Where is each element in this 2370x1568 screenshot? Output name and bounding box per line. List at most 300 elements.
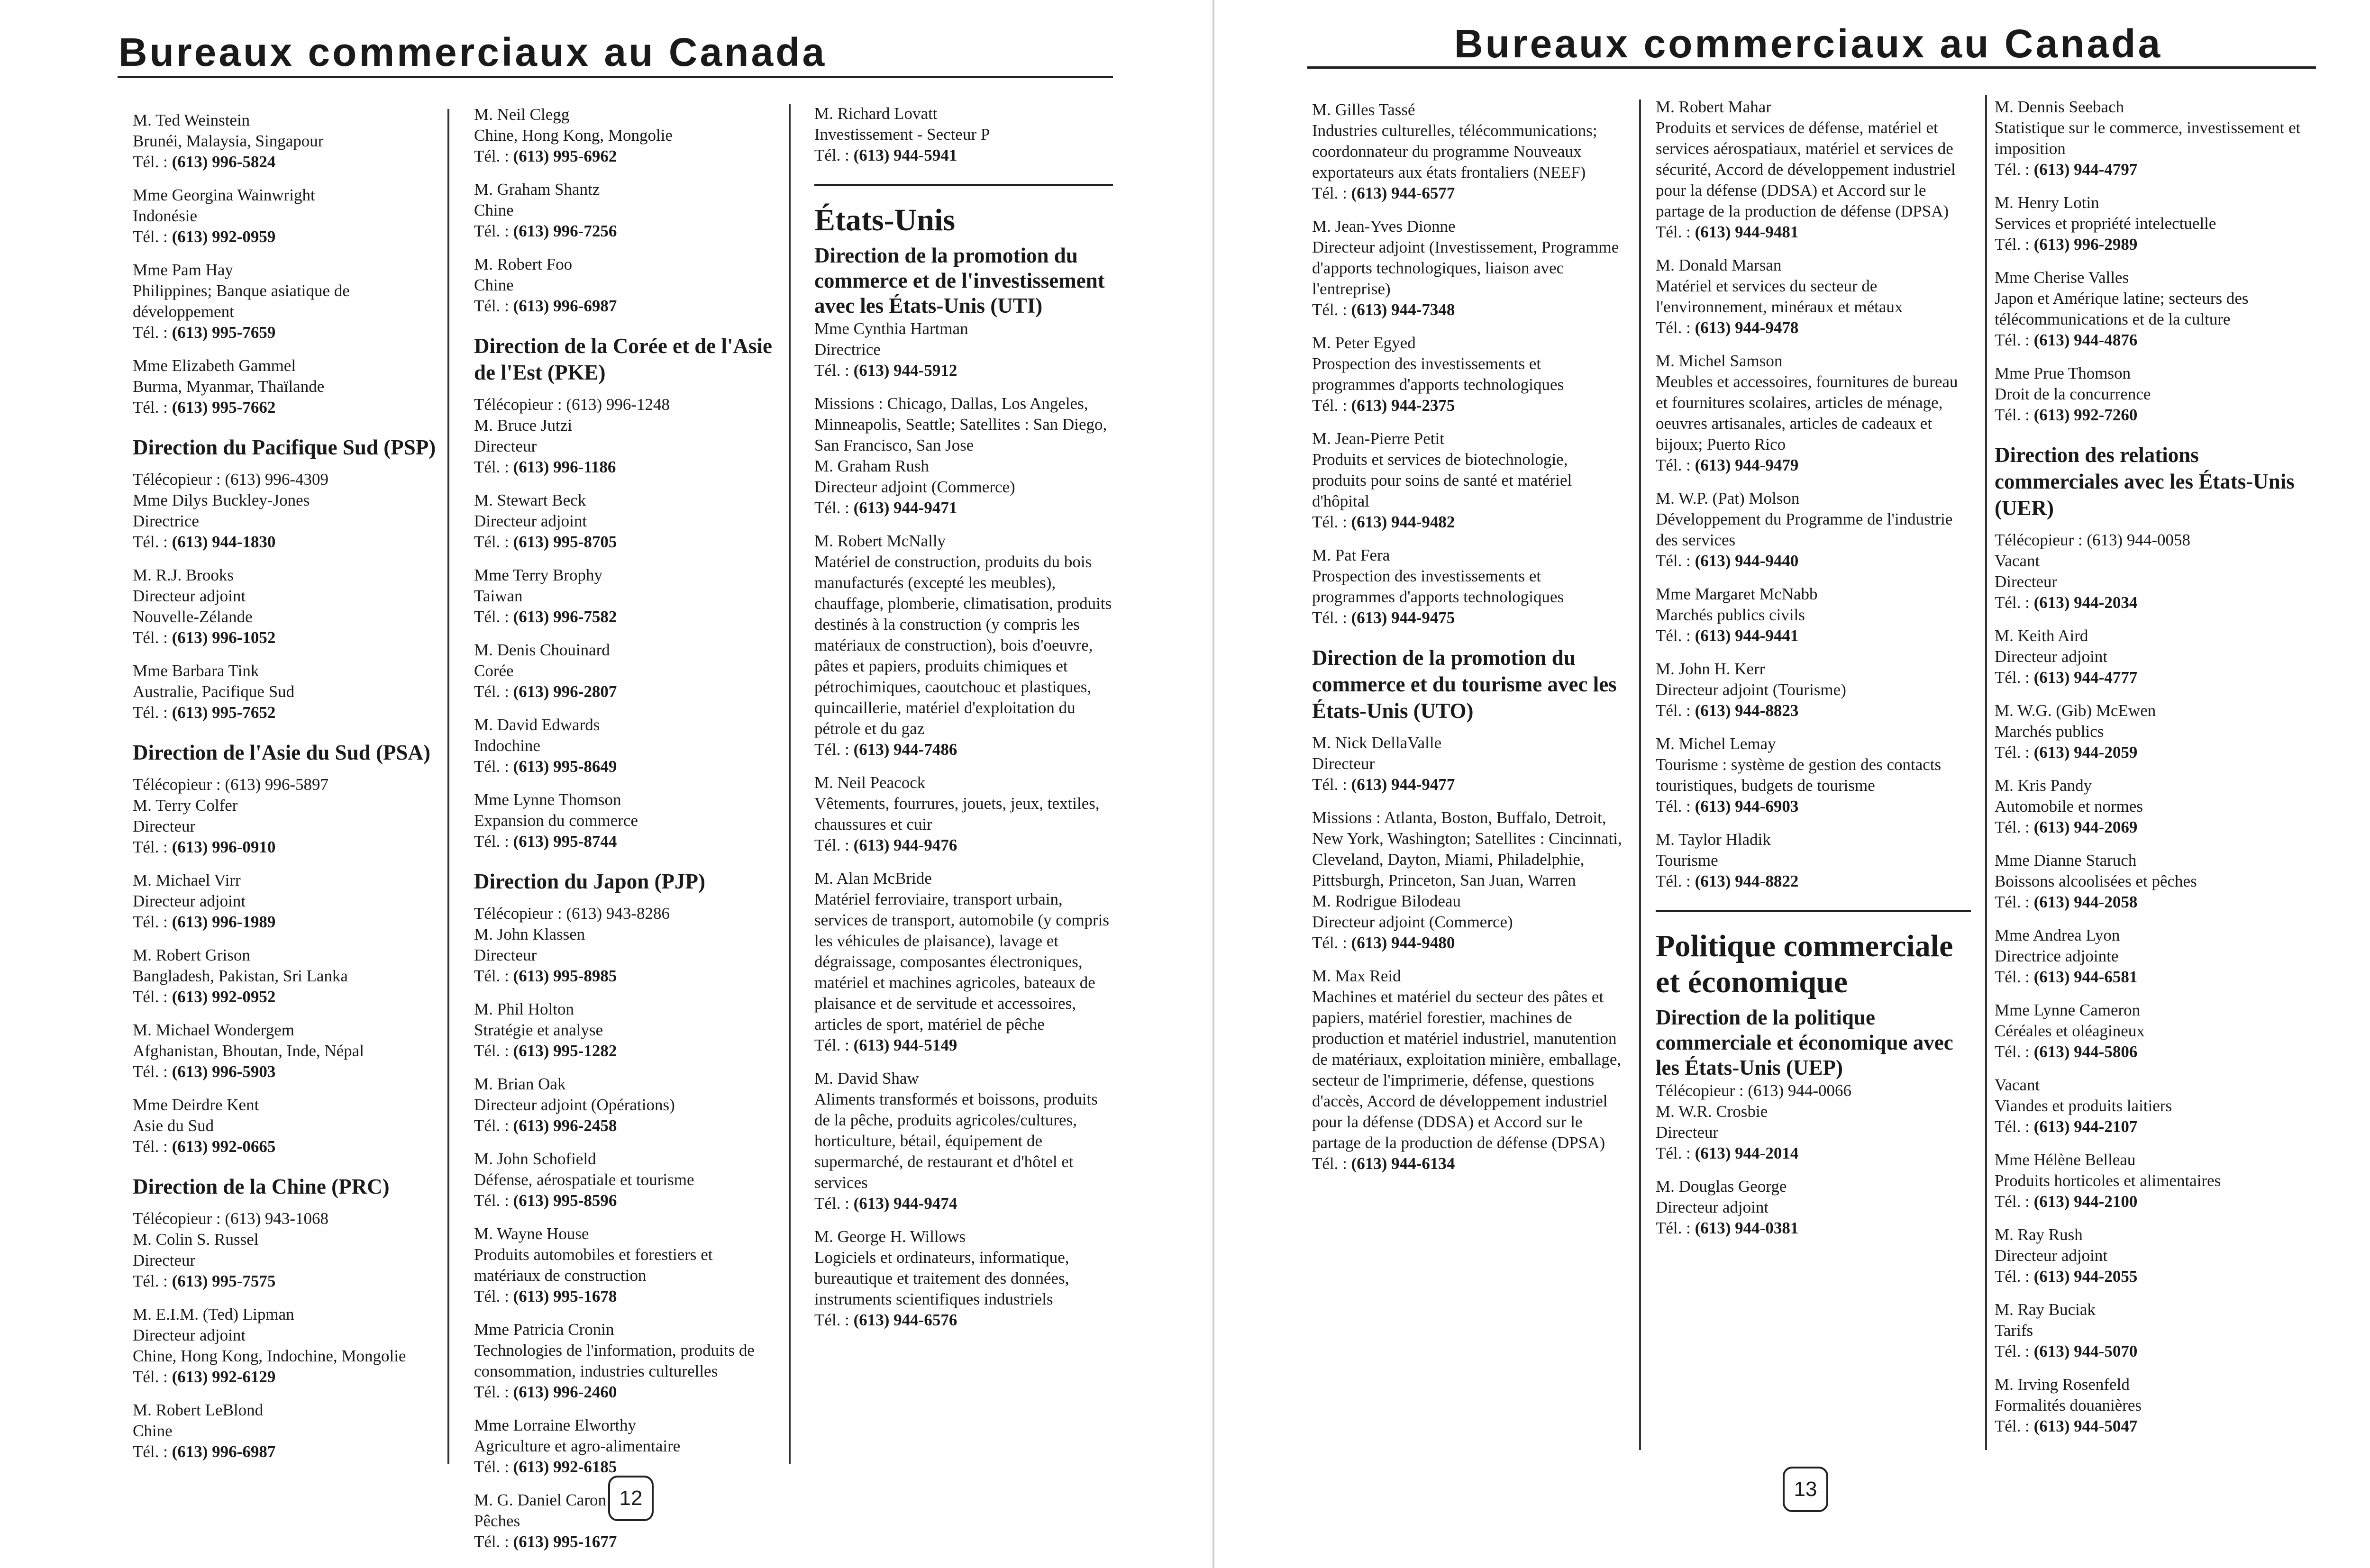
- directory-entry: [474, 1319, 777, 1403]
- column-divider: [789, 104, 791, 1464]
- phone-value: (613) 944-2069: [2033, 818, 2138, 836]
- phone-number: [1995, 1266, 2307, 1287]
- phone-value: (613) 944-4876: [2033, 331, 2138, 349]
- phone-label: Tél. :: [814, 1194, 854, 1213]
- fax-number: Télécopieur : (613) 944-0066: [1656, 1081, 1852, 1100]
- phone-label: Tél. :: [1995, 818, 2034, 836]
- phone-number: [1995, 1416, 2307, 1437]
- phone-label: Tél. :: [1656, 318, 1695, 337]
- contact-name: M. Gilles Tassé: [1312, 100, 1415, 119]
- directory-entry: [1995, 700, 2307, 763]
- contact-name: Mme Margaret McNabb: [1656, 585, 1818, 603]
- phone-value: (613) 944-6576: [853, 1311, 957, 1329]
- phone-number: [133, 397, 436, 418]
- phone-number: [1656, 1218, 1971, 1239]
- phone-label: Tél. :: [133, 1137, 172, 1156]
- phone-label: Tél. :: [1312, 608, 1351, 627]
- phone-label: Tél. :: [133, 703, 172, 722]
- missions-paragraph: Missions : Chicago, Dallas, Los Angeles, Minneapolis, Seattle; Satellites : San Diego, San Francisco, San Jose: [814, 394, 1107, 454]
- phone-value: (613) 944-7486: [853, 740, 957, 759]
- contact-name: M. Robert Grison: [133, 946, 250, 964]
- phone-label: Tél. :: [474, 1532, 513, 1551]
- phone-number: [1656, 222, 1971, 243]
- phone-value: (613) 944-9482: [1351, 513, 1455, 531]
- phone-label: Tél. :: [814, 740, 854, 759]
- contact-detail: Directeur adjoint (Investissement, Programme d'apports technologiques, liaison avec l'entreprise): [1312, 238, 1619, 298]
- contact-detail: Directeur adjoint (Commerce): [1312, 913, 1513, 931]
- contact-name: M. Robert Mahar: [1656, 98, 1771, 116]
- phone-label: Tél. :: [1656, 797, 1695, 816]
- phone-number: [474, 1532, 777, 1552]
- contact-detail: Technologies de l'information, produits de consommation, industries culturelles: [474, 1341, 755, 1380]
- phone-number: [1312, 183, 1625, 204]
- column-divider: [1639, 100, 1641, 1450]
- phone-label: Tél. :: [1995, 235, 2034, 254]
- contact-name: M. E.I.M. (Ted) Lipman: [133, 1305, 294, 1323]
- directory-entry: [1312, 428, 1625, 533]
- directory-entry: [814, 531, 1113, 760]
- column-divider: [1985, 95, 1987, 1450]
- phone-number: [1995, 742, 2307, 763]
- contact-detail: Directeur: [474, 946, 537, 964]
- contact-detail: Matériel et services du secteur de l'environnement, minéraux et métaux: [1656, 277, 1903, 316]
- fax-number: Télécopieur : (613) 996-1248: [474, 395, 670, 414]
- phone-number: [474, 457, 777, 478]
- contact-detail: Aliments transformés et boissons, produits de la pêche, produits agricoles/cultures, horticulture, bétail, équipement de supermarché, de restaurant et d'hôtel et services: [814, 1090, 1098, 1192]
- phone-label: Tél. :: [1995, 1417, 2034, 1435]
- phone-value: (613) 944-5047: [2033, 1417, 2138, 1435]
- contact-name: M. Michel Samson: [1656, 352, 1783, 370]
- contact-detail: Brunéi, Malaysia, Singapour: [133, 132, 324, 150]
- phone-label: Tél. :: [133, 533, 172, 551]
- phone-label: Tél. :: [1995, 968, 2034, 986]
- contact-detail: Agriculture et agro-alimentaire: [474, 1437, 681, 1455]
- fax-number: Télécopieur : (613) 944-0058: [1995, 531, 2191, 549]
- phone-value: (613) 944-9478: [1695, 318, 1799, 337]
- contact-name: M. David Shaw: [814, 1069, 919, 1088]
- directory-entry: [1656, 97, 1971, 243]
- phone-number: [133, 837, 436, 858]
- phone-number: [133, 1271, 436, 1292]
- major-heading: États-Unis: [814, 203, 956, 237]
- phone-value: (613) 996-5903: [172, 1062, 276, 1081]
- directory-entry: [474, 1074, 777, 1136]
- contact-name: Mme Pam Hay: [133, 261, 233, 279]
- phone-number: [814, 360, 1113, 381]
- phone-number: [474, 1190, 777, 1211]
- contact-name: M. Richard Lovatt: [814, 104, 938, 123]
- phone-label: Tél. :: [474, 832, 513, 851]
- phone-number: [814, 1193, 1113, 1214]
- phone-number: [474, 607, 777, 627]
- phone-label: Tél. :: [1995, 743, 2034, 761]
- phone-number: [1312, 1153, 1625, 1174]
- contact-detail: Prospection des investissements et programmes d'apports technologiques: [1312, 354, 1564, 394]
- phone-number: [814, 835, 1113, 856]
- contact-name: Mme Dilys Buckley-Jones: [133, 491, 310, 509]
- directory-entry: [474, 1149, 777, 1211]
- phone-label: Tél. :: [1995, 893, 2034, 911]
- contact-detail: Directeur adjoint: [133, 587, 246, 605]
- directory-entry: [1656, 1101, 1971, 1164]
- phone-label: Tél. :: [1312, 184, 1351, 202]
- contact-name: Mme Cynthia Hartman: [814, 319, 968, 338]
- contact-detail: Directeur adjoint (Tourisme): [1656, 680, 1846, 699]
- contact-name: Mme Cherise Valles: [1995, 268, 2129, 287]
- contact-name: M. Robert LeBlond: [133, 1401, 264, 1419]
- phone-number: [1995, 667, 2307, 688]
- contact-name: M. Neil Peacock: [814, 773, 926, 792]
- phone-value: (613) 996-2458: [513, 1116, 617, 1135]
- contact-name: M. Graham Shantz: [474, 180, 600, 199]
- contact-name: M. W.R. Crosbie: [1656, 1102, 1768, 1121]
- phone-number: [133, 1136, 436, 1157]
- contact-detail: Directrice adjointe: [1995, 947, 2119, 965]
- phone-label: Tél. :: [474, 222, 513, 240]
- phone-label: Tél. :: [133, 913, 172, 931]
- contact-detail: Nouvelle-Zélande: [133, 607, 253, 626]
- directory-entry: [474, 640, 777, 702]
- directory-entry: [1312, 733, 1625, 795]
- phone-number: [133, 1367, 436, 1387]
- phone-value: (613) 944-7348: [1351, 300, 1455, 319]
- phone-label: Tél. :: [133, 1442, 172, 1461]
- contact-detail: Directeur adjoint: [1656, 1198, 1769, 1216]
- phone-label: Tél. :: [474, 297, 513, 315]
- contact-name: M. Dennis Seebach: [1995, 98, 2124, 116]
- phone-value: (613) 995-7659: [172, 323, 276, 342]
- contact-detail: Marchés publics: [1995, 722, 2104, 741]
- directory-entry: [474, 415, 777, 478]
- phone-label: Tél. :: [133, 398, 172, 417]
- phone-label: Tél. :: [474, 1042, 513, 1060]
- right-page: [1208, 0, 2370, 1568]
- phone-number: [1656, 317, 1971, 338]
- phone-number: [1656, 455, 1971, 476]
- section-subheading: Direction de la promotion du commerce et de l'investissement avec les États-Unis (UTI): [814, 244, 1105, 317]
- contact-detail: Australie, Pacifique Sud: [133, 682, 295, 701]
- directory-entry: [814, 456, 1113, 518]
- phone-value: (613) 944-9480: [1351, 934, 1455, 952]
- contact-detail: Taiwan: [474, 587, 523, 605]
- phone-value: (613) 996-7582: [513, 607, 617, 626]
- phone-number: [133, 532, 436, 553]
- section-heading: Direction de la Chine (PRC): [133, 1175, 390, 1198]
- phone-value: (613) 944-5149: [853, 1036, 957, 1054]
- phone-value: (613) 995-1678: [513, 1287, 617, 1305]
- contact-detail: Japon et Amérique latine; secteurs des télécommunications et de la culture: [1995, 289, 2249, 328]
- phone-value: (613) 944-2059: [2033, 743, 2138, 761]
- phone-value: (613) 944-2014: [1695, 1144, 1799, 1162]
- section-heading: Direction de la promotion du commerce et du tourisme avec les États-Unis (UTO): [1312, 646, 1617, 723]
- phone-label: Tél. :: [133, 838, 172, 856]
- left-column-1: [133, 110, 436, 1475]
- directory-entry: [1995, 1374, 2307, 1437]
- phone-number: [474, 1041, 777, 1061]
- contact-name: M. Pat Fera: [1312, 546, 1390, 564]
- contact-name: M. G. Daniel Caron: [474, 1491, 606, 1509]
- contact-detail: Produits et services de biotechnologie, produits pour soins de santé et matériel d'hôpital: [1312, 450, 1572, 510]
- phone-value: (613) 944-9479: [1695, 456, 1799, 474]
- contact-detail: Chine, Hong Kong, Indochine, Mongolie: [133, 1347, 406, 1365]
- phone-label: Tél. :: [474, 458, 513, 476]
- contact-detail: Tarifs: [1995, 1321, 2033, 1340]
- contact-detail: Bangladesh, Pakistan, Sri Lanka: [133, 967, 348, 985]
- phone-value: (613) 944-2058: [2033, 893, 2138, 911]
- phone-number: [133, 322, 436, 343]
- contact-name: M. W.G. (Gib) McEwen: [1995, 701, 2156, 720]
- phone-value: (613) 995-8596: [513, 1191, 617, 1210]
- contact-detail: Chine: [474, 276, 514, 294]
- contact-detail: Défense, aérospatiale et tourisme: [474, 1170, 694, 1189]
- phone-value: (613) 944-9477: [1351, 775, 1455, 794]
- phone-value: (613) 944-9481: [1695, 223, 1799, 241]
- contact-detail: Automobile et normes: [1995, 797, 2143, 816]
- contact-name: M. Henry Lotin: [1995, 193, 2099, 212]
- phone-value: (613) 944-2034: [2033, 593, 2138, 612]
- column-divider: [447, 109, 449, 1464]
- phone-value: (613) 995-7575: [172, 1272, 276, 1290]
- contact-detail: Expansion du commerce: [474, 811, 638, 830]
- phone-label: Tél. :: [1312, 934, 1351, 952]
- phone-label: Tél. :: [133, 153, 172, 171]
- phone-label: Tél. :: [474, 682, 513, 701]
- phone-label: Tél. :: [133, 227, 172, 246]
- directory-entry: [133, 945, 436, 1007]
- contact-detail: Directrice: [814, 340, 881, 359]
- contact-detail: Tourisme: [1656, 851, 1718, 870]
- right-column-2: [1656, 97, 1971, 1251]
- directory-entry: [814, 868, 1113, 1056]
- phone-value: (613) 996-6987: [513, 297, 617, 315]
- phone-label: Tél. :: [1656, 1219, 1695, 1237]
- directory-entry: [1995, 925, 2307, 988]
- contact-detail: Logiciels et ordinateurs, informatique, bureautique et traitement des données, instruments scientifiques industriels: [814, 1248, 1069, 1308]
- contact-detail: Directeur: [133, 817, 196, 835]
- contact-name: M. Stewart Beck: [474, 491, 586, 509]
- directory-entry: [1995, 192, 2307, 255]
- phone-label: Tél. :: [1995, 331, 2034, 349]
- section-subheading: Direction de la politique commerciale et économique avec les États-Unis (UEP): [1656, 1006, 1953, 1079]
- phone-value: (613) 995-7652: [172, 703, 276, 722]
- phone-number: [474, 1115, 777, 1136]
- directory-entry: [1995, 97, 2307, 180]
- contact-detail: Directeur adjoint: [474, 512, 587, 530]
- phone-value: (613) 996-2807: [513, 682, 617, 701]
- contact-name: M. Jean-Yves Dionne: [1312, 217, 1456, 236]
- phone-label: Tél. :: [1995, 1042, 2034, 1061]
- directory-entry: [1656, 584, 1971, 646]
- phone-number: [1995, 892, 2307, 913]
- directory-entry: [1312, 891, 1625, 953]
- contact-detail: Boissons alcoolisées et pêches: [1995, 872, 2197, 890]
- phone-label: Tél. :: [1656, 1144, 1695, 1162]
- phone-label: Tél. :: [814, 146, 854, 164]
- page-number: 13: [1783, 1467, 1828, 1512]
- phone-value: (613) 995-7662: [172, 398, 276, 417]
- phone-value: (613) 944-5912: [853, 361, 957, 380]
- phone-number: [474, 221, 777, 242]
- phone-label: Tél. :: [1995, 1267, 2034, 1286]
- contact-name: M. Donald Marsan: [1656, 256, 1782, 274]
- phone-number: [474, 681, 777, 702]
- contact-detail: Produits horticoles et alimentaires: [1995, 1171, 2221, 1190]
- contact-detail: Matériel ferroviaire, transport urbain, services de transport, automobile (y compris les véhicules de plaisance), lavage et dégraissage, composantes électroniques, matériel et machines agricoles, bateaux de plaisance et de servitude et accessoires, articles de sport, matériel de pêche: [814, 890, 1110, 1033]
- contact-name: M. Ted Weinstein: [133, 111, 250, 129]
- phone-number: [133, 987, 436, 1007]
- contact-detail: Chine: [133, 1422, 173, 1440]
- phone-number: [814, 1035, 1113, 1056]
- phone-number: [133, 227, 436, 247]
- directory-entry: [474, 924, 777, 987]
- directory-entry: [133, 661, 436, 723]
- phone-value: (613) 944-9441: [1695, 626, 1799, 645]
- phone-number: [133, 1441, 436, 1462]
- contact-name: M. John H. Kerr: [1656, 660, 1765, 678]
- phone-number: [1312, 774, 1625, 795]
- phone-value: (613) 992-7260: [2033, 406, 2138, 424]
- phone-number: [1995, 592, 2307, 613]
- left-title-rule: [118, 76, 1113, 78]
- contact-name: Vacant: [1995, 1076, 2040, 1094]
- left-column-3: [814, 103, 1113, 1343]
- phone-value: (613) 995-1282: [513, 1042, 617, 1060]
- section-heading: Direction du Japon (PJP): [474, 870, 705, 893]
- phone-label: Tél. :: [1312, 513, 1351, 531]
- directory-entry: [133, 355, 436, 418]
- major-heading: Politique commerciale et économique: [1656, 929, 1953, 999]
- contact-name: Mme Terry Brophy: [474, 566, 603, 584]
- contact-name: Mme Lynne Thomson: [474, 790, 621, 809]
- contact-name: M. David Edwards: [474, 716, 600, 734]
- phone-number: [1312, 607, 1625, 628]
- contact-detail: Industries culturelles, télécommunications; coordonnateur du programme Nouveaux exportateurs aux états frontaliers (NEEF): [1312, 121, 1597, 181]
- phone-number: [1995, 1116, 2307, 1137]
- contact-name: M. Bruce Jutzi: [474, 416, 573, 435]
- contact-detail: Directeur adjoint: [133, 1326, 246, 1344]
- directory-entry: [1312, 545, 1625, 628]
- phone-label: Tél. :: [1995, 668, 2034, 687]
- directory-entry: [1995, 1299, 2307, 1362]
- contact-name: M. Phil Holton: [474, 1000, 574, 1018]
- contact-name: M. Michael Virr: [133, 871, 241, 889]
- contact-detail: Directeur: [1656, 1123, 1719, 1142]
- directory-entry: [814, 103, 1113, 166]
- contact-detail: Asie du Sud: [133, 1116, 214, 1135]
- directory-entry: [1995, 850, 2307, 913]
- directory-entry: [1312, 966, 1625, 1174]
- phone-number: [133, 912, 436, 933]
- phone-number: [1656, 625, 1971, 646]
- directory-entry: [1995, 1224, 2307, 1287]
- phone-value: (613) 992-6185: [513, 1458, 617, 1476]
- phone-value: (613) 944-2375: [1351, 396, 1455, 415]
- phone-value: (613) 944-5941: [853, 146, 957, 164]
- contact-detail: Investissement - Secteur P: [814, 125, 990, 144]
- directory-entry: [1995, 625, 2307, 688]
- section-heading: Direction de la Corée et de l'Asie de l'Est (PKE): [474, 334, 772, 384]
- phone-label: Tél. :: [814, 1036, 854, 1054]
- section-rule: [814, 184, 1113, 186]
- directory-entry: [133, 1400, 436, 1462]
- phone-label: Tél. :: [1995, 1117, 2034, 1136]
- contact-name: M. Alan McBride: [814, 869, 932, 888]
- section-heading: Direction du Pacifique Sud (PSP): [133, 435, 436, 459]
- contact-detail: Tourisme : système de gestion des contacts touristiques, budgets de tourisme: [1656, 755, 1942, 795]
- phone-label: Tél. :: [1995, 1192, 2034, 1211]
- contact-detail: Formalités douanières: [1995, 1396, 2142, 1414]
- directory-entry: [474, 104, 777, 167]
- phone-value: (613) 944-9440: [1695, 552, 1799, 570]
- contact-name: Mme Elizabeth Gammel: [133, 356, 296, 375]
- contact-detail: Philippines; Banque asiatique de développement: [133, 281, 350, 321]
- contact-detail: Produits automobiles et forestiers et matériaux de construction: [474, 1245, 713, 1285]
- contact-name: M. W.P. (Pat) Molson: [1656, 489, 1800, 508]
- contact-detail: Directeur adjoint (Opérations): [474, 1096, 675, 1114]
- phone-label: Tél. :: [1995, 160, 2034, 179]
- contact-name: Mme Andrea Lyon: [1995, 926, 2120, 944]
- contact-detail: Corée: [474, 662, 514, 680]
- phone-value: (613) 996-2460: [513, 1383, 617, 1401]
- phone-label: Tél. :: [474, 757, 513, 776]
- directory-entry: [133, 490, 436, 553]
- phone-value: (613) 995-8985: [513, 967, 617, 985]
- directory-entry: [1995, 1150, 2307, 1212]
- contact-name: M. Graham Rush: [814, 457, 930, 475]
- phone-number: [814, 498, 1113, 518]
- contact-name: Mme Dianne Staruch: [1995, 851, 2137, 870]
- contact-detail: Pêches: [474, 1512, 520, 1530]
- phone-label: Tél. :: [474, 1287, 513, 1305]
- phone-number: [474, 296, 777, 317]
- directory-entry: [133, 110, 436, 172]
- phone-number: [1995, 817, 2307, 838]
- phone-label: Tél. :: [474, 607, 513, 626]
- directory-entry: [474, 179, 777, 242]
- contact-name: M. R.J. Brooks: [133, 566, 234, 584]
- phone-value: (613) 944-6903: [1695, 797, 1799, 816]
- phone-value: (613) 944-1830: [172, 533, 276, 551]
- directory-entry: [814, 1226, 1113, 1331]
- directory-entry: [1312, 216, 1625, 320]
- contact-detail: Céréales et oléagineux: [1995, 1022, 2145, 1040]
- right-title-rule: [1307, 66, 2316, 69]
- directory-entry: [133, 565, 436, 648]
- phone-label: Tél. :: [1312, 1154, 1351, 1173]
- phone-number: [1312, 933, 1625, 953]
- phone-label: Tél. :: [1656, 701, 1695, 720]
- phone-number: [1312, 299, 1625, 320]
- right-page-title: Bureaux commerciaux au Canada: [1454, 21, 2163, 66]
- phone-label: Tél. :: [1995, 593, 2034, 612]
- phone-label: Tél. :: [474, 1383, 513, 1401]
- phone-number: [474, 966, 777, 987]
- contact-detail: Matériel de construction, produits du bois manufacturés (excepté les meubles), chauffage, plomberie, climatisation, produits destinés à la construction (y compris les matériaux de construction), bois d'oeuvre, pâtes et papiers, produits chimiques et pétrochimiques, caoutchouc et plastiques, quincaillerie, matériel d'exploitation du pétrole et du gaz: [814, 553, 1112, 738]
- contact-name: M. Michael Wondergem: [133, 1021, 294, 1039]
- phone-number: [1995, 159, 2307, 180]
- contact-name: Mme Deirdre Kent: [133, 1096, 259, 1114]
- phone-label: Tél. :: [133, 1368, 172, 1386]
- directory-entry: [474, 565, 777, 627]
- phone-value: (613) 944-0381: [1695, 1219, 1799, 1237]
- contact-name: M. Douglas George: [1656, 1177, 1787, 1196]
- directory-entry: [1995, 1000, 2307, 1062]
- phone-number: [1656, 1143, 1971, 1164]
- contact-name: M. Ray Buciak: [1995, 1300, 2096, 1319]
- phone-label: Tél. :: [1656, 552, 1695, 570]
- phone-number: [814, 739, 1113, 760]
- phone-value: (613) 944-9471: [853, 498, 957, 517]
